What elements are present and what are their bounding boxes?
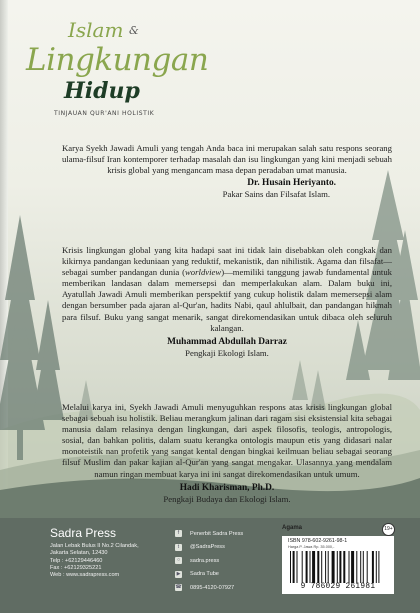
social-label: Sadra Tube bbox=[190, 571, 219, 578]
endorsement-3-role: Pengkaji Budaya dan Ekologi Islam. bbox=[163, 493, 291, 504]
social-twitter bbox=[175, 541, 243, 555]
endorsement-2-text bbox=[62, 245, 392, 334]
endorsement-2 bbox=[62, 245, 392, 359]
barcode-bars bbox=[290, 551, 386, 583]
whatsapp-icon: ☎ bbox=[175, 584, 182, 591]
social-youtube bbox=[175, 568, 243, 582]
social-label: sadra.press bbox=[190, 557, 220, 564]
logo-hidup: Hidup bbox=[64, 78, 140, 104]
barcode-panel bbox=[282, 536, 394, 594]
twitter-icon: t bbox=[175, 544, 182, 551]
publisher-name: Sadra Press bbox=[50, 526, 117, 540]
social-facebook bbox=[175, 527, 243, 541]
barcode-number: 9 786029 261981 bbox=[300, 583, 376, 591]
endorsement-2-worldview: worldview bbox=[185, 267, 222, 278]
logo-islam: Islam bbox=[68, 18, 124, 42]
web-line: Web : www.sadrapress.com bbox=[50, 572, 120, 579]
endorsement-2-author: Muhammad Abdullah Darraz bbox=[167, 336, 287, 347]
endorsement-2-text-b: )—memiliki tanggung jawab fundamental untuk memberikan landasan dalam memersepsi dan memperlakukan alam. Dalam buku ini, Ayatullah Jawadi Amuli memberikan perspektif yang cukup holistik dalam memersepsi alam dengan bersumber pada ajaran al-Qur'an, hadits Nabi, qaul ahlulbait, dan pandangan hikmah para filsuf. Buku yang sangat menarik, sangat direkomendasikan untuk dibaca oleh seluruh kalangan. bbox=[62, 267, 393, 333]
social-label: 0895-4120-07927 bbox=[190, 584, 235, 591]
fax-line: Fax : +62129325221 bbox=[50, 564, 102, 571]
endorsement-2-text-a: Krisis lingkungan global yang kita hadapi saat ini tidak lain disebabkan oleh congkak dan kikirnya pandangan keduniaan yang reduktif, mekanistik, dan nihilistik. Agama dan filsafat—sebagai sumber pandangan dunia ( bbox=[62, 245, 392, 278]
address-line: Jalan Lebak Bulus II No.2 Cilandak, bbox=[50, 543, 139, 549]
endorsement-1-text: Karya Syekh Jawadi Amuli yang tengah Anda baca ini merupakan salah satu respons seorang ulama-filsuf Iran kontemporer terhadap masalah dan isu lingkungan yang kini menjadi sebuah krisis global yang mengancam masa depan peradaban umat manusia. bbox=[62, 143, 392, 176]
instagram-icon: ○ bbox=[176, 557, 181, 564]
endorsement-2-role: Pengkaji Ekologi Islam. bbox=[185, 347, 269, 358]
age-rating-badge: 19+ bbox=[382, 523, 395, 536]
endorsement-3 bbox=[62, 402, 392, 505]
social-label: @SadraPress bbox=[190, 544, 225, 551]
endorsement-3-text: Melalui karya ini, Syekh Jawadi Amuli menyuguhkan respons atas krisis lingkungan global sebagai sebuah isu holistik. Beliau merangkum jalinan dari ragam sisi eksistensial kita sebagai manusia dalam relasinya dengan lingkungan, dari aspek filosofis, teologis, antropologis, sosial, dan bahkan politis, dalam suatu kerangka ontologis maupun etis yang didasari nalar monoteistik nan profetik yang sangat kental dengan bingkai keilmuan beliau sebagai seorang filsuf Muslim dan pakar kajian al-Qur'an yang sangat mengakar. Ulasannya yang mendalam namun ringan membuat karya ini ini sangat direkomendasikan untuk umum. bbox=[62, 402, 392, 479]
isbn-text: ISBN 978-602-9261-98-1 bbox=[288, 538, 348, 544]
title-logo bbox=[26, 14, 209, 124]
facebook-icon: f bbox=[175, 530, 182, 537]
logo-lingkungan: Lingkungan bbox=[26, 42, 209, 78]
youtube-icon: ▶ bbox=[176, 570, 181, 577]
publisher-address bbox=[50, 543, 150, 579]
endorsement-1-author: Dr. Husain Heriyanto. bbox=[247, 178, 336, 189]
logo-tagline: TINJAUAN QUR'ANI HOLISTIK bbox=[54, 110, 155, 117]
endorsement-1-role: Pakar Sains dan Filsafat Islam. bbox=[222, 189, 330, 200]
social-links bbox=[175, 527, 243, 595]
logo-ampersand: & bbox=[129, 24, 139, 37]
phone-line: Telp : +62129446460 bbox=[50, 557, 103, 564]
social-instagram bbox=[175, 554, 243, 568]
price-text: Harga P. Jawa Rp. 35.000,- bbox=[288, 545, 335, 549]
address-line: Jakarta Selatan, 12430 bbox=[50, 550, 108, 557]
social-whatsapp bbox=[175, 581, 243, 595]
social-label: Penerbit Sadra Press bbox=[190, 530, 244, 537]
endorsement-3-author: Hadi Kharisman, Ph.D. bbox=[179, 482, 275, 493]
category-label: Agama bbox=[282, 525, 303, 531]
endorsement-1 bbox=[62, 143, 392, 200]
